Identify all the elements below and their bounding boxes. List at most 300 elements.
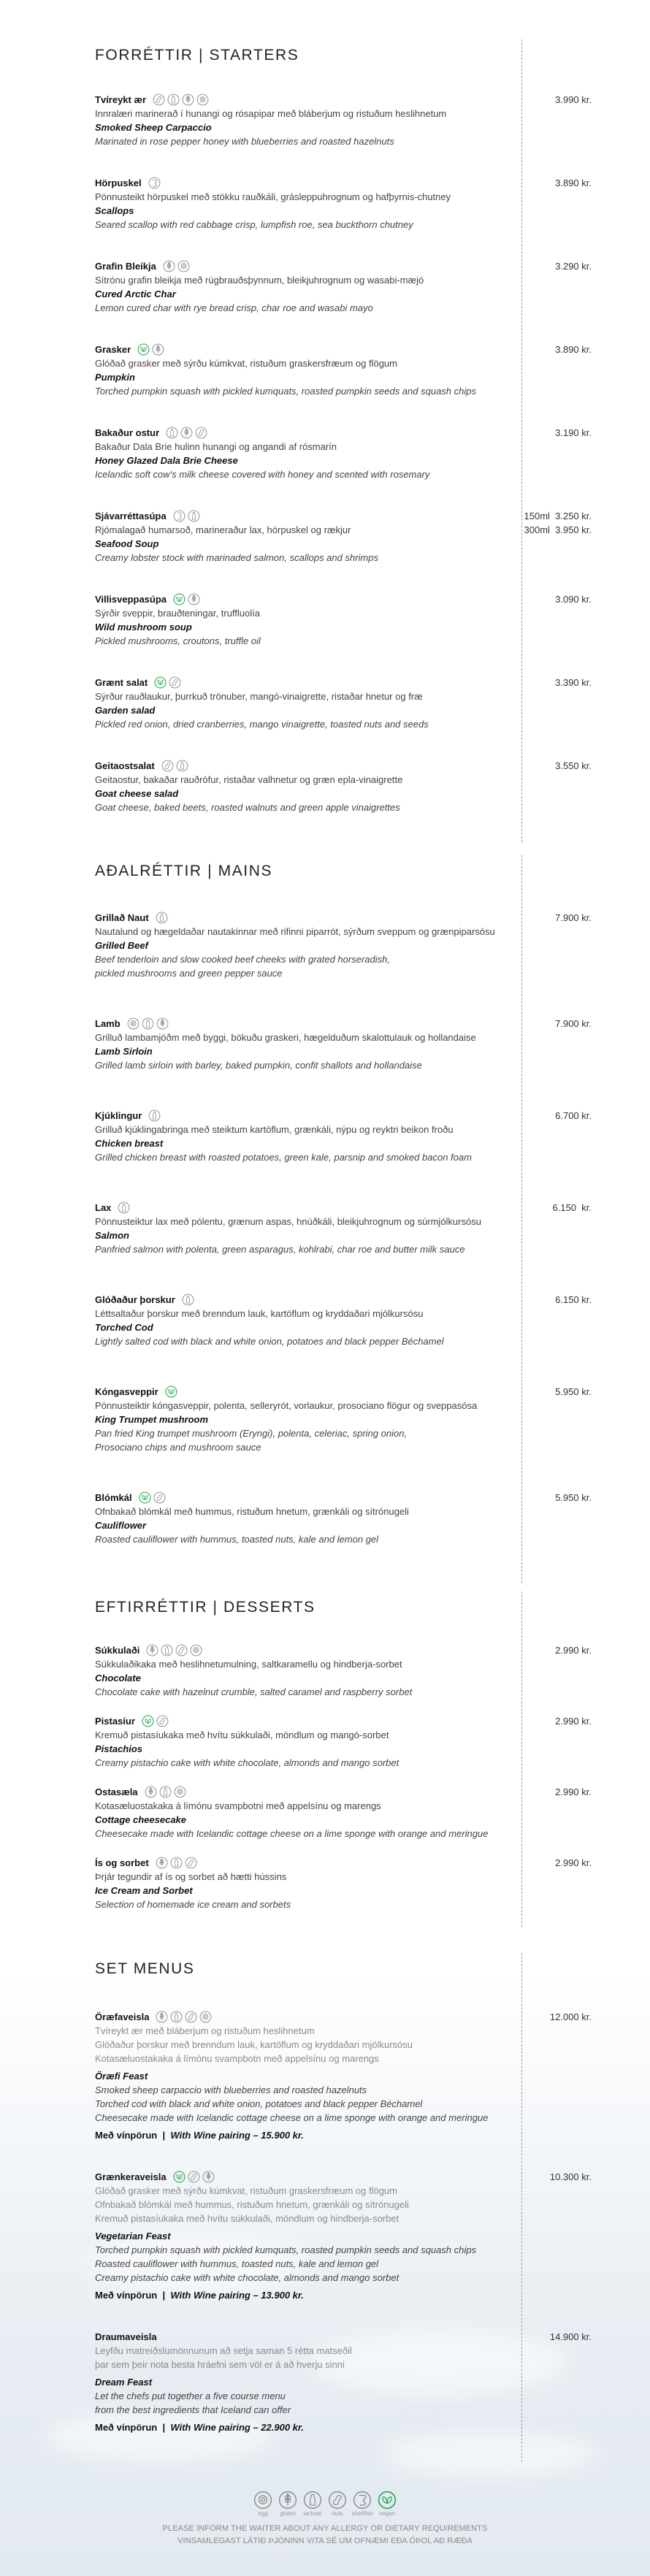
- allergen-icons: [173, 510, 200, 522]
- price: 2.990 kr.: [555, 1786, 592, 1797]
- price: 7.900 kr.: [555, 1018, 592, 1029]
- price: 3.190 kr.: [555, 427, 592, 438]
- dish-description-en: Smoked sheep carpaccio with blueberries and roasted hazelnuts: [95, 2084, 367, 2095]
- menu-item: [95, 343, 592, 398]
- section-title: FORRÉTTIR | STARTERS: [95, 47, 299, 64]
- gluten-icon: [182, 93, 194, 106]
- dish-name-row: [95, 1017, 592, 1031]
- price: 5.950 kr.: [555, 1492, 592, 1503]
- dish-description-is: Grilluð lambamjöðm með byggi, bökuðu graskeri, hægelduðum skalottulauk og hollandaise: [95, 1032, 476, 1043]
- gluten-icon: [156, 1857, 168, 1869]
- price-column: [555, 1017, 592, 1031]
- menu-item: [95, 426, 592, 481]
- dish-name-en: Vegetarian Feast: [95, 2231, 171, 2241]
- section-title: EFTIRRÉTTIR | DESSERTS: [95, 1599, 316, 1616]
- dish-description-en: Lightly salted cod with black and white onion, potatoes and black pepper Béchamel: [95, 1336, 444, 1347]
- dish-name: Bakaður ostur: [95, 427, 160, 438]
- price-column: [555, 676, 592, 689]
- dish-description-en: Lemon cured char with rye bread crisp, char roe and wasabi mayo: [95, 302, 373, 313]
- wine-pairing: [95, 2420, 592, 2434]
- dish-name-en: Chocolate: [95, 1673, 141, 1683]
- dish-name: Kjúklingur: [95, 1110, 142, 1121]
- dish-description-en: Cheesecake made with Icelandic cottage cheese on a lime sponge with orange and meringue: [95, 1828, 489, 1839]
- dish-name: Grafin Bleikja: [95, 261, 156, 272]
- dish-description-en: Pickled mushrooms, croutons, truffle oil: [95, 635, 261, 646]
- dish-description-is: Glóðaður þorskur með brenndum lauk, kartöflum og kryddaðari mjólkursósu: [95, 2039, 413, 2050]
- vegan-icon: [154, 676, 167, 689]
- dish-name-row: [95, 176, 592, 190]
- dish-name-row: [95, 676, 592, 689]
- vegan-icon: [165, 1386, 177, 1398]
- legend-item-vegan: [378, 2491, 397, 2517]
- dish-name-row: [95, 93, 592, 107]
- dish-name-row: [95, 2330, 592, 2344]
- dish-description-is: Glóðað grasker með sýrðu kúmkvat, ristuðum graskersfræum og flögum: [95, 358, 397, 369]
- shellfish-icon: [353, 2491, 372, 2510]
- vegan-icon: [139, 1491, 151, 1504]
- allergen-icons: [127, 1017, 169, 1030]
- dish-name-en: Lamb Sirloin: [95, 1046, 153, 1057]
- dish-description-is: Súkkulaðikaka með heslihnetumulning, saltkaramellu og hindberja-sorbet: [95, 1659, 402, 1670]
- dish-name-en: Ice Cream and Sorbet: [95, 1885, 193, 1896]
- dish-description-en: Prosociano chips and mushroom sauce: [95, 1442, 261, 1453]
- dish-name-en: King Trumpet mushroom: [95, 1414, 209, 1425]
- nuts-icon: [185, 2011, 197, 2023]
- dish-description-is: Sýrðir sveppir, brauðteningar, truffluolía: [95, 608, 260, 619]
- price: 2.990 kr.: [555, 1716, 592, 1727]
- menu-section-desserts: [95, 1599, 592, 1927]
- price: 6.700 kr.: [555, 1110, 592, 1121]
- price: 300ml 3.950 kr.: [524, 524, 592, 535]
- egg-icon: [177, 260, 190, 272]
- dish-description-en: Marinated in rose pepper honey with blueberries and roasted hazelnuts: [95, 136, 394, 147]
- dish-name-row: [95, 509, 592, 523]
- price-column: [555, 1293, 592, 1307]
- price-column: [555, 911, 592, 925]
- dish-description-en: Grilled chicken breast with roasted potatoes, green kale, parsnip and smoked bacon foam: [95, 1152, 472, 1163]
- dish-description-is: Kotasæluostakaka á límónu svampbotni með appelsínu og marengs: [95, 1800, 381, 1811]
- wine-pairing-is: Með vínpörun |: [95, 2290, 171, 2301]
- shellfish-icon: [148, 177, 161, 189]
- gluten-icon: [202, 2171, 215, 2183]
- dish-name: Grænt salat: [95, 677, 148, 688]
- price: 6.150 kr.: [555, 1294, 592, 1305]
- dish-name-row: [95, 1643, 592, 1657]
- menu-section-setmenus: [95, 1960, 592, 2462]
- gluten-icon: [146, 1644, 158, 1656]
- dish-description-en: Torched pumpkin squash with pickled kumquats, roasted pumpkin seeds and squash chips: [95, 386, 476, 397]
- price-column: [555, 1785, 592, 1799]
- menu-item: [95, 93, 592, 148]
- price-column: [555, 1491, 592, 1505]
- wine-pairing-is: Með vínpörun |: [95, 2130, 171, 2141]
- price: 10.300 kr.: [549, 2171, 592, 2182]
- vegan-icon: [137, 343, 150, 356]
- lactose-icon: [118, 1201, 130, 1214]
- dish-description-is: Kremuð pistasíukaka með hvítu súkkulaði, möndlum og hindberja-sorbet: [95, 2213, 399, 2224]
- lactose-icon: [170, 1857, 183, 1869]
- dish-name: Öræfaveisla: [95, 2011, 150, 2022]
- dish-description-is: þar sem þeir nota besta hráefni sem völ er á að hverju sinni: [95, 2359, 345, 2370]
- lactose-icon: [176, 760, 188, 772]
- lactose-icon: [188, 510, 200, 522]
- dish-description-en: Pickled red onion, dried cranberries, mango vinaigrette, toasted nuts and seeds: [95, 719, 429, 730]
- gluten-icon: [188, 593, 200, 605]
- dish-description-en: Goat cheese, baked beets, roasted walnuts and green apple vinaigrettes: [95, 802, 400, 813]
- price-column: [524, 509, 592, 537]
- dish-description-en: Creamy pistachio cake with white chocolate, almonds and mango sorbet: [95, 1757, 399, 1768]
- wine-pairing-en: With Wine pairing – 13.900 kr.: [170, 2290, 304, 2301]
- dish-description-is: Kotasæluostakaka á límónu svampbotn með appelsínu og marengs: [95, 2053, 379, 2064]
- gluten-icon: [156, 2011, 168, 2023]
- dish-name-en: Pumpkin: [95, 372, 135, 383]
- dish-name-row: [95, 1491, 592, 1505]
- allergen-icons: [182, 1293, 194, 1306]
- price: 150ml 3.250 kr.: [524, 511, 592, 521]
- dish-name: Villisveppasúpa: [95, 594, 167, 605]
- nuts-icon: [195, 427, 207, 439]
- allergen-icons: [137, 343, 164, 356]
- price-column: [555, 343, 592, 356]
- dish-name: Blómkál: [95, 1492, 132, 1503]
- allergy-notice-en: PLEASE INFORM THE WAITER ABOUT ANY ALLERGY OR DIETARY REQUIREMENTS: [162, 2524, 488, 2533]
- gluten-icon: [145, 1786, 157, 1798]
- dish-name-row: [95, 1714, 592, 1728]
- price-column: [555, 1109, 592, 1123]
- dish-description-en: Panfried salmon with polenta, green asparagus, kohlrabi, char roe and butter milk sauce: [95, 1244, 465, 1255]
- dish-description-en: Seared scallop with red cabbage crisp, lumpfish roe, sea buckthorn chutney: [95, 219, 413, 230]
- dish-name-en: Cauliflower: [95, 1520, 147, 1531]
- menu-section-mains: [95, 863, 592, 1583]
- dish-description-is: Ofnbakað blómkál með hummus, ristuðum hnetum, grænkáli og sítrónugeli: [95, 2199, 409, 2210]
- price: 6.150 kr.: [552, 1202, 592, 1213]
- dish-description-is: Nautalund og hægeldaðar nautakinnar með rifinni piparrót, sýrðum sveppum og grænpiparsósu: [95, 926, 495, 937]
- dish-name-en: Smoked Sheep Carpaccio: [95, 122, 212, 133]
- dish-name: Hörpuskel: [95, 177, 142, 188]
- dish-name: Geitaostsalat: [95, 760, 155, 771]
- allergen-icons: [173, 593, 200, 605]
- allergen-icons: [146, 1644, 202, 1656]
- allergen-legend: [0, 2491, 650, 2548]
- wine-pairing-en: With Wine pairing – 22.900 kr.: [170, 2422, 304, 2433]
- dish-name: Grasker: [95, 344, 131, 355]
- menu-item: [95, 592, 592, 648]
- legend-label: gluten: [280, 2510, 296, 2517]
- lactose-icon: [303, 2491, 322, 2510]
- allergen-icons: [161, 760, 188, 772]
- price-column: [555, 1714, 592, 1728]
- vegan-icon: [378, 2491, 397, 2510]
- dish-name: Glóðaður þorskur: [95, 1294, 175, 1305]
- allergen-icons: [166, 427, 207, 439]
- egg-icon: [199, 2011, 212, 2023]
- dish-name-row: [95, 1293, 592, 1307]
- nuts-icon: [169, 676, 181, 689]
- dish-name-row: [95, 1109, 592, 1123]
- dish-description-en: Roasted cauliflower with hummus, toasted nuts, kale and lemon gel: [95, 1534, 379, 1545]
- dish-name-en: Garden salad: [95, 705, 156, 716]
- price: 14.900 kr.: [549, 2331, 592, 2342]
- dish-description-en: Chocolate cake with hazelnut crumble, salted caramel and raspberry sorbet: [95, 1686, 413, 1697]
- vegan-icon: [173, 593, 186, 605]
- legend-label: shellfish: [351, 2510, 373, 2517]
- dish-name-row: [95, 2170, 592, 2184]
- section-title: SET MENUS: [95, 1960, 195, 1977]
- price: 3.990 kr.: [555, 94, 592, 105]
- price: 12.000 kr.: [549, 2011, 592, 2022]
- nuts-icon: [185, 1857, 197, 1869]
- menu-item: [95, 1201, 592, 1256]
- legend-item-lactose: [303, 2491, 322, 2517]
- price-column: [555, 592, 592, 606]
- menu-item: [95, 1385, 592, 1454]
- price: 7.900 kr.: [555, 912, 592, 923]
- legend-label: vegan: [379, 2510, 395, 2517]
- price-column: [555, 426, 592, 440]
- dish-name: Kóngasveppir: [95, 1386, 158, 1397]
- nuts-icon: [153, 1491, 166, 1504]
- egg-icon: [127, 1017, 139, 1030]
- nuts-icon: [161, 760, 174, 772]
- legend-item-gluten: [278, 2491, 297, 2517]
- dish-description-is: Kremuð pistasíukaka með hvítu súkkulaði, möndlum og mangó-sorbet: [95, 1730, 389, 1740]
- allergen-icons: [154, 676, 181, 689]
- menu-item: [95, 676, 592, 731]
- menu-item: [95, 1714, 592, 1770]
- dish-name: Grænkeraveisla: [95, 2171, 167, 2182]
- dish-description-en: Grilled lamb sirloin with barley, baked pumpkin, confit shallots and hollandaise: [95, 1060, 422, 1071]
- lactose-icon: [142, 1017, 154, 1030]
- menu-item: [95, 1491, 592, 1546]
- dish-name-row: [95, 911, 592, 925]
- dish-name: Draumaveisla: [95, 2331, 157, 2342]
- menu-item: [95, 1017, 592, 1072]
- dish-name-row: [95, 1856, 592, 1870]
- allergen-icons: [148, 177, 161, 189]
- dish-name-en: Cottage cheesecake: [95, 1814, 187, 1825]
- dish-name: Lamb: [95, 1018, 121, 1029]
- dish-description-en: Roasted cauliflower with hummus, toasted nuts, kale and lemon gel: [95, 2258, 379, 2269]
- egg-icon: [253, 2491, 272, 2510]
- wine-pairing-en: With Wine pairing – 15.900 kr.: [170, 2130, 304, 2141]
- dish-name-en: Öræfi Feast: [95, 2071, 148, 2082]
- price: 3.550 kr.: [555, 760, 592, 771]
- legend-label: egg: [258, 2510, 268, 2517]
- menu-item: [95, 1293, 592, 1348]
- dish-name: Grillað Naut: [95, 912, 149, 923]
- dish-name-row: [95, 426, 592, 440]
- gluten-icon: [278, 2491, 297, 2510]
- dish-name-row: [95, 2010, 592, 2024]
- menu-item: [95, 1785, 592, 1841]
- dish-name-en: Cured Arctic Char: [95, 288, 176, 299]
- allergen-icons: [156, 2011, 212, 2023]
- menu-item: [95, 1643, 592, 1699]
- legend-item-nuts: [328, 2491, 347, 2517]
- dish-name-en: Dream Feast: [95, 2377, 153, 2388]
- lactose-icon: [161, 1644, 173, 1656]
- allergen-icons: [163, 260, 190, 272]
- dish-description-en: Creamy lobster stock with marinaded salmon, scallops and shrimps: [95, 552, 378, 563]
- price-column: [555, 176, 592, 190]
- menu-item: [95, 2170, 592, 2302]
- dish-name: Súkkulaði: [95, 1645, 140, 1656]
- price: 5.950 kr.: [555, 1386, 592, 1397]
- menu-item: [95, 176, 592, 232]
- price-column: [555, 759, 592, 773]
- dish-description-en: Creamy pistachio cake with white chocolate, almonds and mango sorbet: [95, 2272, 399, 2283]
- allergen-icons: [145, 1786, 186, 1798]
- dish-name-en: Honey Glazed Dala Brie Cheese: [95, 455, 238, 466]
- dish-description-en: Torched cod with black and white onion, potatoes and black pepper Béchamel: [95, 2098, 423, 2109]
- dish-name: Ostasæla: [95, 1786, 138, 1797]
- dish-description-is: Pönnusteiktur lax með pólentu, grænum aspas, hnúðkáli, bleikjuhrognum og súrmjólkursósu: [95, 1216, 481, 1227]
- dish-name-row: [95, 759, 592, 773]
- dish-name-en: Goat cheese salad: [95, 788, 179, 799]
- price: 3.890 kr.: [555, 344, 592, 355]
- dish-name-row: [95, 592, 592, 606]
- dish-description-is: Glóðað grasker með sýrðu kúmkvat, ristuðum graskersfræum og flögum: [95, 2185, 397, 2196]
- dish-description-is: Leyfðu matreiðslumönnunum að setja saman 5 rétta matseðil: [95, 2345, 352, 2356]
- vegan-icon: [173, 2171, 186, 2183]
- dish-description-is: Ofnbakað blómkál með hummus, ristuðum hnetum, grænkáli og sítrónugeli: [95, 1506, 409, 1517]
- lactose-icon: [167, 93, 180, 106]
- menu-item: [95, 911, 592, 980]
- dish-name-en: Chicken breast: [95, 1138, 164, 1149]
- price-column: [550, 2010, 592, 2024]
- egg-icon: [196, 93, 209, 106]
- menu-item: [95, 509, 592, 565]
- dish-name-row: [95, 1785, 592, 1799]
- gluten-icon: [156, 1017, 169, 1030]
- dish-name-en: Pistachios: [95, 1743, 143, 1754]
- allergen-icons: [156, 1857, 197, 1869]
- dish-description-en: Icelandic soft cow's milk cheese covered with honey and scented with rosemary: [95, 469, 430, 480]
- lactose-icon: [148, 1109, 161, 1122]
- allergen-icons: [118, 1201, 130, 1214]
- dish-description-is: Léttsaltaður þorskur með brenndum lauk, kartöflum og kryddaðari mjólkursósu: [95, 1308, 424, 1319]
- egg-icon: [190, 1644, 202, 1656]
- price: 2.990 kr.: [555, 1857, 592, 1868]
- dish-name-row: [95, 343, 592, 356]
- dish-description-is: Sýrður rauðlaukur, þurrkuð trönuber, mangó-vinaigrette, ristaðar hnetur og fræ: [95, 691, 423, 702]
- dish-description-en: from the best ingredients that Iceland can offer: [95, 2404, 291, 2415]
- menu-section-starters: [95, 47, 592, 842]
- menu-item: [95, 259, 592, 315]
- legend-item-egg: [253, 2491, 272, 2517]
- dish-name: Tvíreykt ær: [95, 94, 147, 105]
- dish-name-en: Seafood Soup: [95, 538, 159, 549]
- nuts-icon: [188, 2171, 200, 2183]
- allergen-icons: [173, 2171, 215, 2183]
- lactose-icon: [182, 1293, 194, 1306]
- dish-name-row: [95, 1201, 592, 1215]
- lactose-icon: [166, 427, 178, 439]
- dish-name-en: Grilled Beef: [95, 940, 148, 951]
- dish-name: Lax: [95, 1202, 112, 1213]
- dish-name: Pistasíur: [95, 1716, 135, 1727]
- legend-item-shellfish: [353, 2491, 372, 2517]
- allergen-icons: [156, 911, 168, 924]
- dish-description-is: Innralæri marinerað í hunangi og rósapipar með bláberjum og ristuðum heslihnetum: [95, 108, 447, 119]
- gluten-icon: [152, 343, 164, 356]
- dish-description-is: Grilluð kjúklingabringa með steiktum kartöflum, grænkáli, nýpu og reyktri beikon froðu: [95, 1124, 454, 1135]
- price-column: [555, 1385, 592, 1399]
- vegan-icon: [142, 1715, 154, 1727]
- dish-name-row: [95, 259, 592, 273]
- menu-item: [95, 2010, 592, 2142]
- wine-pairing: [95, 2288, 592, 2302]
- dish-description-is: Rjómalagað humarsoð, marineraður lax, hörpuskel og rækjur: [95, 524, 351, 535]
- lactose-icon: [156, 911, 168, 924]
- dish-name-en: Torched Cod: [95, 1322, 153, 1333]
- dish-description-en: Let the chefs put together a five course menu: [95, 2390, 286, 2401]
- gluten-icon: [180, 427, 193, 439]
- lactose-icon: [159, 1786, 172, 1798]
- wine-pairing-is: Með vínpörun |: [95, 2422, 171, 2433]
- egg-icon: [174, 1786, 186, 1798]
- menu-item: [95, 1856, 592, 1911]
- dish-description-en: pickled mushrooms and green pepper sauce: [95, 968, 283, 979]
- legend-label: lactose: [303, 2510, 322, 2517]
- allergen-icons: [142, 1715, 169, 1727]
- dish-name-en: Wild mushroom soup: [95, 622, 192, 632]
- nuts-icon: [175, 1644, 188, 1656]
- allergen-icons: [165, 1386, 177, 1398]
- dish-description-is: Þrjár tegundir af ís og sorbet að hætti hússins: [95, 1871, 287, 1882]
- menu-item: [95, 1109, 592, 1164]
- gluten-icon: [163, 260, 175, 272]
- price-column: [555, 1856, 592, 1870]
- allergy-notice-is: VINSAMLEGAST LÁTIÐ ÞJÓNINN VITA SÉ UM OFNÆMI EÐA ÓÞOL AÐ RÆÐA: [177, 2537, 473, 2545]
- price: 3.290 kr.: [555, 261, 592, 272]
- dish-name-en: Scallops: [95, 205, 134, 216]
- menu-item: [95, 759, 592, 814]
- nuts-icon: [156, 1715, 169, 1727]
- dish-description-is: Pönnusteiktir kóngasveppir, polenta, selleryrót, vorlaukur, prosociano flögur og sveppasósa: [95, 1400, 478, 1411]
- price-column: [555, 259, 592, 273]
- dish-name: Sjávarréttasúpa: [95, 511, 167, 521]
- section-title: AÐALRÉTTIR | MAINS: [95, 863, 273, 879]
- price-column: [555, 1643, 592, 1657]
- dish-name-en: Salmon: [95, 1230, 129, 1241]
- price-column: [555, 93, 592, 107]
- dish-description-en: Beef tenderloin and slow cooked beef cheeks with grated horseradish,: [95, 954, 390, 965]
- nuts-icon: [328, 2491, 347, 2510]
- allergen-icons: [139, 1491, 166, 1504]
- price: 3.890 kr.: [555, 177, 592, 188]
- wine-pairing: [95, 2128, 592, 2142]
- dish-description-en: Cheesecake made with Icelandic cottage cheese on a lime sponge with orange and meringue: [95, 2112, 489, 2123]
- dish-name-row: [95, 1385, 592, 1399]
- menu-item: [95, 2330, 592, 2434]
- dish-description-en: Pan fried King trumpet mushroom (Eryngi), polenta, celeriac, spring onion,: [95, 1428, 408, 1439]
- lactose-icon: [170, 2011, 183, 2023]
- price: 2.990 kr.: [555, 1645, 592, 1656]
- price-column: [550, 2170, 592, 2184]
- price-column: [553, 1201, 592, 1215]
- allergy-notice: [0, 2523, 650, 2548]
- price: 3.090 kr.: [555, 594, 592, 605]
- dish-description-is: Geitaostur, bakaðar rauðrófur, ristaðar valhnetur og græn epla-vinaigrette: [95, 774, 403, 785]
- dish-description-is: Sítrónu grafin bleikja með rúgbrauðsþynnum, bleikjuhrognum og wasabi-mæjó: [95, 275, 424, 286]
- nuts-icon: [153, 93, 165, 106]
- price: 3.390 kr.: [555, 677, 592, 688]
- dish-description-is: Pönnusteikt hörpuskel með stökku rauðkáli, grásleppuhrognum og hafþyrnis-chutney: [95, 191, 451, 202]
- dish-description-is: Tvíreykt ær með bláberjum og ristuðum heslihnetum: [95, 2025, 315, 2036]
- legend-label: nuts: [332, 2510, 343, 2517]
- allergen-icons: [153, 93, 209, 106]
